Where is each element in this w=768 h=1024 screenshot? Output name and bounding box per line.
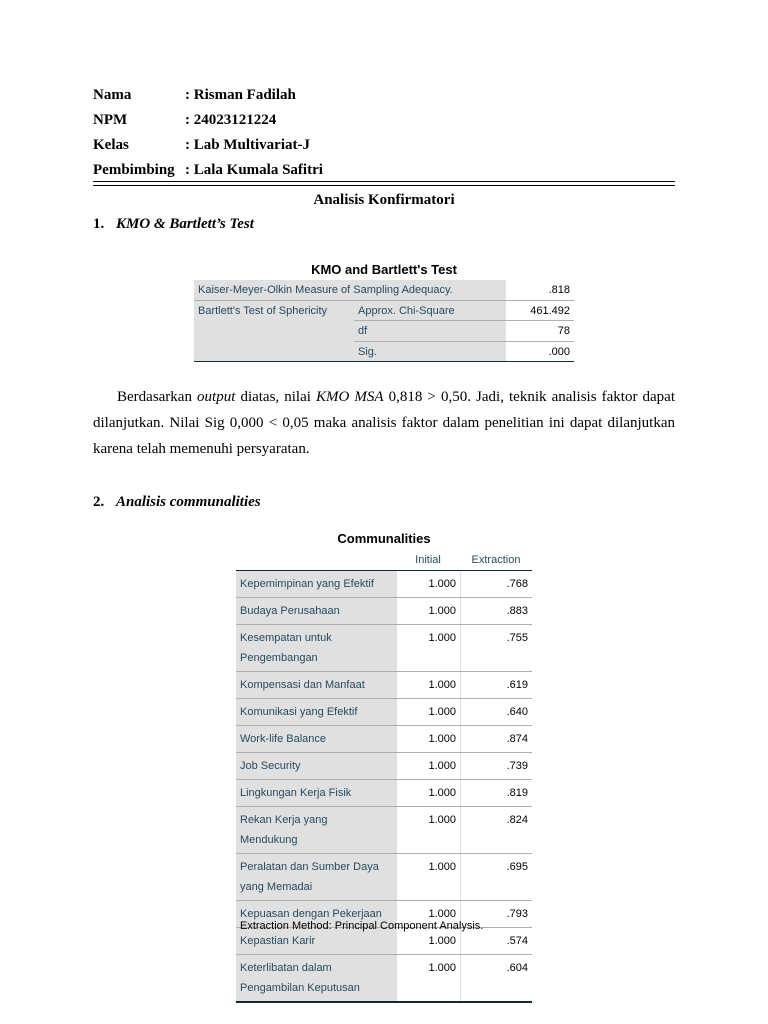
section-heading-1: [93, 216, 254, 233]
initial-value: 1.000: [428, 679, 456, 691]
row-label: Lingkungan Kerja Fisik: [240, 787, 352, 799]
identity-value: : Lala Kumala Safitri: [185, 162, 323, 178]
row-label: Job Security: [240, 760, 301, 772]
identity-value: : 24023121224: [185, 112, 277, 128]
table-row: [236, 671, 532, 698]
divider: [236, 1001, 532, 1003]
paragraph-text: 0,818 > 0,50. Jadi, teknik analisis faktor dapat dilanjutkan. Nilai Sig 0,000 < 0,05 maka analisis faktor dalam penelitian ini dapat dilanjutkan karena telah memenuhi persyaratan.: [93, 389, 675, 457]
communalities-rows: [236, 570, 532, 1003]
paragraph-text: Berdasarkan: [117, 389, 198, 405]
identity-label: Pembimbing: [93, 162, 175, 178]
table-row: [236, 900, 532, 927]
kmo-table-title: KMO and Bartlett's Test: [311, 262, 457, 277]
extraction-value: .874: [506, 733, 528, 745]
kmo-row-sublabel: Approx. Chi-Square: [358, 304, 455, 317]
table-row: [236, 752, 532, 779]
initial-value: 1.000: [428, 861, 456, 873]
extraction-value: .574: [506, 935, 528, 947]
paragraph-italic: KMO MSA: [315, 389, 384, 405]
initial-value: 1.000: [428, 733, 456, 745]
column-header-initial: Initial: [415, 554, 441, 566]
extraction-value: .640: [506, 706, 528, 718]
identity-value: : Risman Fadilah: [185, 87, 296, 103]
section-number: 2.: [93, 494, 105, 510]
extraction-value: .695: [506, 861, 528, 873]
table-row: [236, 624, 532, 671]
table-row: [194, 342, 574, 363]
kmo-value: 461.492: [530, 304, 570, 317]
initial-value: 1.000: [428, 962, 456, 974]
identity-row-npm: [93, 111, 675, 136]
table-row: [194, 301, 574, 322]
table-row: [194, 280, 574, 301]
initial-value: 1.000: [428, 706, 456, 718]
row-label: Kompensasi dan Manfaat: [240, 679, 365, 691]
initial-value: 1.000: [428, 935, 456, 947]
extraction-value: .793: [506, 908, 528, 920]
paragraph-italic: output: [197, 389, 236, 405]
table-footnote: Extraction Method: Principal Component Analysis.: [240, 920, 484, 932]
row-label: Komunikasi yang Efektif: [240, 706, 358, 718]
initial-value: 1.000: [428, 578, 456, 590]
table-row: [236, 725, 532, 752]
row-label: Work-life Balance: [240, 733, 326, 745]
section-title: Analisis communalities: [116, 494, 261, 510]
initial-value: 1.000: [428, 814, 456, 826]
column-header-extraction: Extraction: [471, 554, 521, 566]
table-row: [236, 927, 532, 954]
kmo-row-label: Bartlett's Test of Sphericity: [198, 304, 328, 317]
identity-label: NPM: [93, 112, 128, 128]
extraction-value: .824: [506, 814, 528, 826]
row-label: Kesempatan untuk Pengembangan: [240, 632, 332, 664]
identity-block: [93, 86, 675, 186]
kmo-table: [194, 280, 574, 362]
kmo-value: .000: [548, 345, 570, 358]
header-double-rule: [93, 181, 675, 186]
communalities-table-title: Communalities: [337, 531, 431, 546]
section-heading-2: [93, 494, 261, 511]
initial-value: 1.000: [428, 632, 456, 644]
kmo-row-label: Kaiser-Meyer-Olkin Measure of Sampling Adequacy.: [198, 284, 453, 296]
table-row: [236, 698, 532, 725]
divider: [194, 361, 574, 362]
divider: [354, 341, 574, 342]
table-row: [194, 321, 574, 342]
table-row: [236, 853, 532, 900]
row-label: Keterlibatan dalam Pengambilan Keputusan: [240, 962, 360, 994]
kmo-value: .818: [548, 284, 570, 296]
paragraph-text: diatas, nilai: [235, 389, 316, 405]
row-label: Kepastian Karir: [240, 935, 316, 947]
table-header: [236, 550, 532, 570]
table-row: [236, 597, 532, 624]
identity-label: Kelas: [93, 137, 129, 153]
communalities-table: [236, 550, 532, 1003]
extraction-value: .604: [506, 962, 528, 974]
row-label: Kepuasan dengan Pekerjaan: [240, 908, 382, 920]
initial-value: 1.000: [428, 787, 456, 799]
identity-label: Nama: [93, 87, 132, 103]
section-number: 1.: [93, 216, 105, 232]
table-row: [236, 571, 532, 597]
divider: [354, 320, 574, 321]
identity-value: : Lab Multivariat-J: [185, 137, 310, 153]
document-title: Analisis Konfirmatori: [313, 192, 455, 208]
section-title: KMO & Bartlett’s Test: [116, 216, 254, 232]
kmo-row-sublabel: df: [358, 325, 368, 337]
row-label: Peralatan dan Sumber Daya yang Memadai: [240, 861, 379, 893]
row-label: Kepemimpinan yang Efektif: [240, 578, 374, 590]
table-row: [236, 779, 532, 806]
initial-value: 1.000: [428, 760, 456, 772]
identity-row-kelas: [93, 136, 675, 161]
extraction-value: .755: [506, 632, 528, 644]
extraction-value: .883: [506, 605, 528, 617]
extraction-value: .819: [506, 787, 528, 799]
extraction-value: .768: [506, 578, 528, 590]
table-row: [236, 954, 532, 1001]
table-row: [236, 806, 532, 853]
kmo-row-sublabel: Sig.: [358, 345, 377, 358]
row-label: Rekan Kerja yang Mendukung: [240, 814, 328, 846]
divider: [194, 300, 574, 301]
extraction-value: .739: [506, 760, 528, 772]
initial-value: 1.000: [428, 605, 456, 617]
identity-row-name: [93, 86, 675, 111]
initial-value: 1.000: [428, 908, 456, 920]
kmo-value: 78: [557, 325, 570, 337]
extraction-value: .619: [506, 679, 528, 691]
kmo-interpretation-paragraph: [93, 384, 675, 462]
row-label: Budaya Perusahaan: [240, 605, 340, 617]
